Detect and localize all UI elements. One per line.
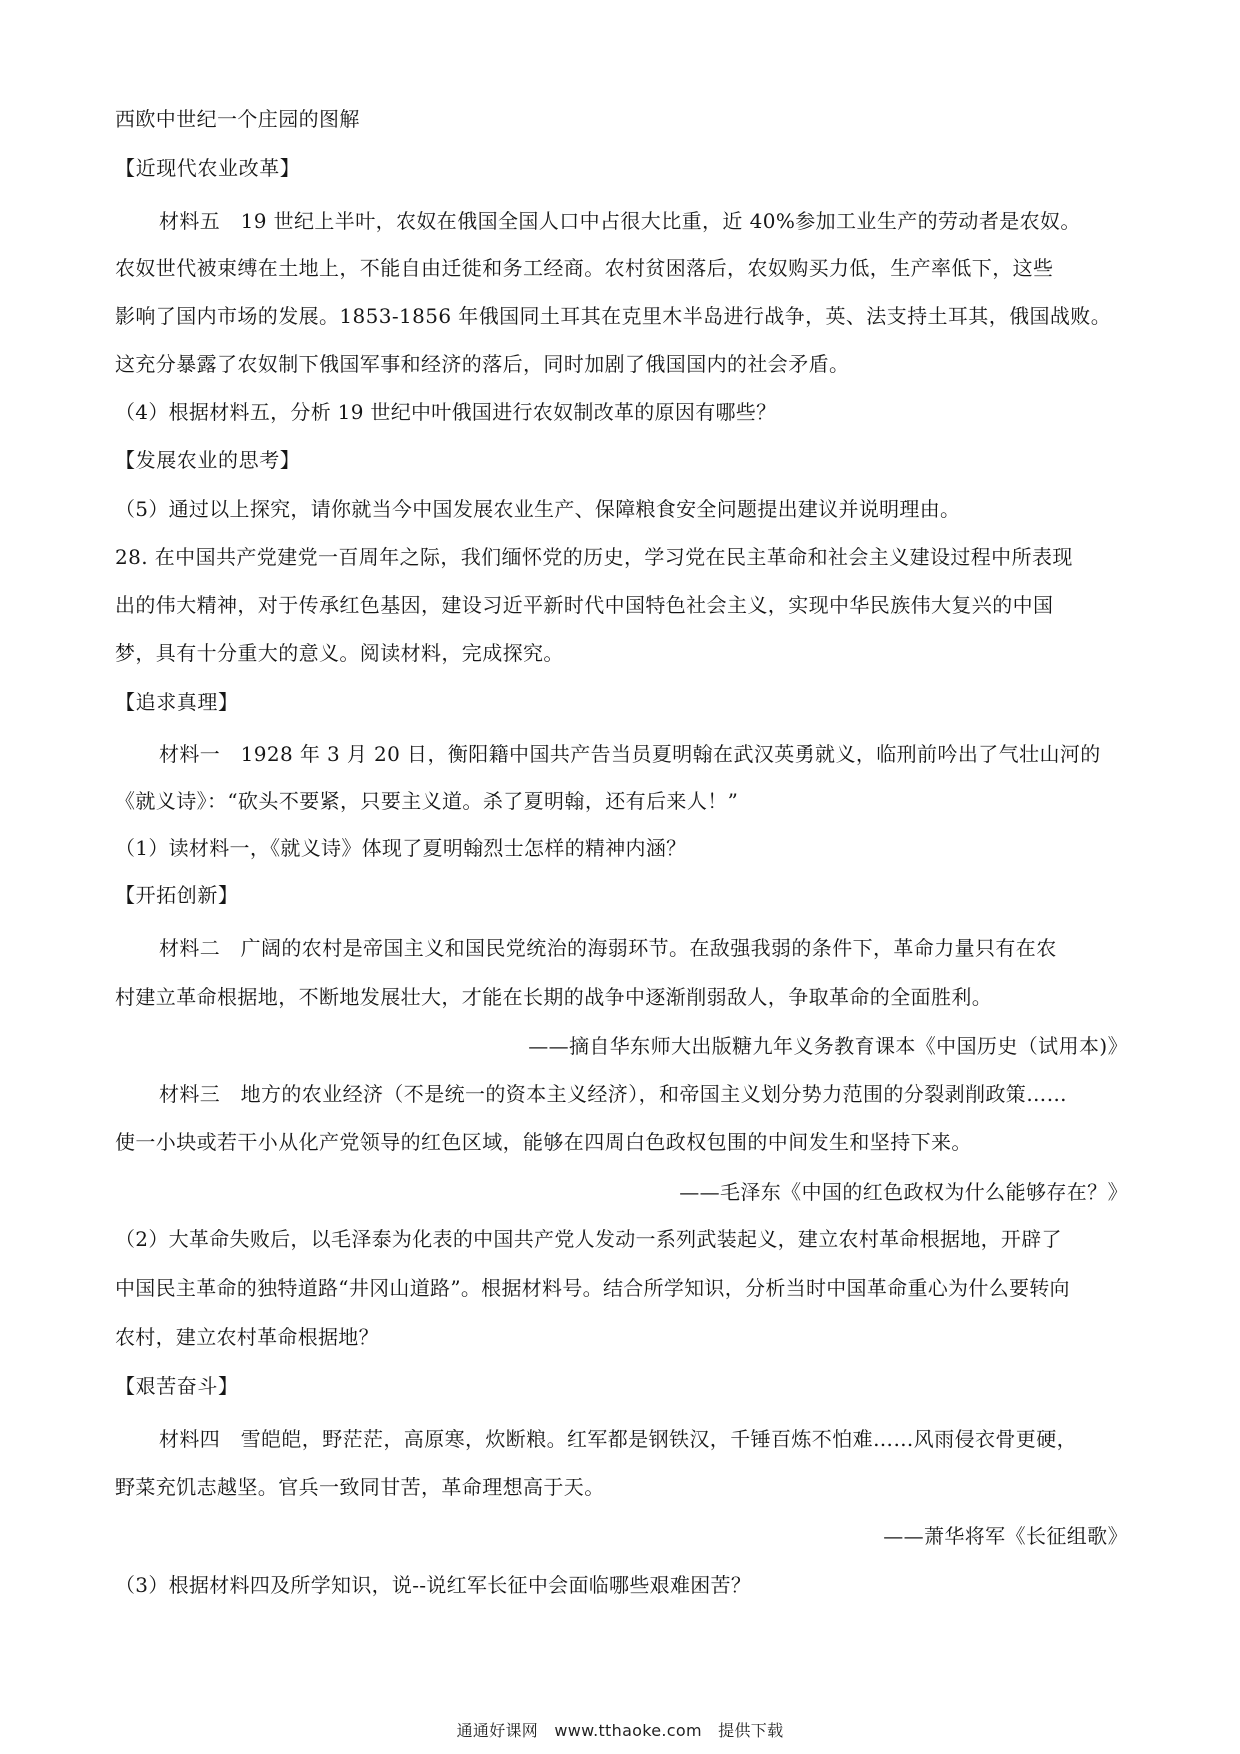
material1-line-1: 材料一 1928 年 3 月 20 日，衡阳籍中国共产告当员夏明翰在武汉英勇就义，临刑前吟出了气壮山河的 xyxy=(159,742,1101,766)
material3-source: ——毛泽东《中国的红色政权为什么能够存在？》 xyxy=(679,1180,1128,1204)
q28-intro-line-2: 出的伟大精神，对于传承红色基因，建设习近平新时代中国特色社会主义，实现中华民族伟大复兴的中国 xyxy=(115,593,1054,617)
question-5: （5）通过以上探究，请你就当今中国发展农业生产、保障粮食安全问题提出建议并说明理由。 xyxy=(115,497,961,521)
material5-line-2: 农奴世代被束缚在土地上，不能自由迁徙和务工经商。农村贫困落后，农奴购买力低，生产率低下，这些 xyxy=(115,256,1054,280)
section-heading-innovation: 【开拓创新】 xyxy=(115,883,239,907)
material5-line-4: 这充分暴露了农奴制下俄国军事和经济的落后，同时加剧了俄国国内的社会矛盾。 xyxy=(115,352,850,376)
figure-caption: 西欧中世纪一个庄园的图解 xyxy=(115,107,360,131)
material5-line-3: 影响了国内市场的发展。1853-1856 年俄国同土耳其在克里木半岛进行战争，英、法支持土耳其，俄国战败。 xyxy=(115,304,1112,328)
section-heading-modern-reform: 【近现代农业改革】 xyxy=(115,156,301,180)
section-heading-thinking: 【发展农业的思考】 xyxy=(115,448,301,472)
q28-intro-line-3: 梦，具有十分重大的意义。阅读材料，完成探究。 xyxy=(115,641,564,665)
question-1: （1）读材料一，《就义诗》体现了夏明翰烈士怎样的精神内涵？ xyxy=(115,836,687,860)
question-3: （3）根据材料四及所学知识，说--说红军长征中会面临哪些艰难困苦？ xyxy=(115,1573,752,1597)
material3-line-1: 材料三 地方的农业经济（不是统一的资本主义经济），和帝国主义划分势力范围的分裂剥削政策…… xyxy=(159,1082,1067,1106)
material4-line-2: 野菜充饥志越坚。官兵一致同甘苦，革命理想高于天。 xyxy=(115,1475,605,1499)
section-heading-struggle: 【艰苦奋斗】 xyxy=(115,1374,239,1398)
q28-intro-line-1: 28. 在中国共产党建党一百周年之际，我们缅怀党的历史，学习党在民主革命和社会主义建设过程中所表现 xyxy=(115,545,1073,569)
material2-line-2: 村建立革命根据地，不断地发展壮大，才能在长期的战争中逐渐削弱敌人，争取革命的全面胜利。 xyxy=(115,985,993,1009)
question-2-line-1: （2）大革命失败后，以毛泽泰为化表的中国共产党人发动一系列武装起义，建立农村革命根据地，开辟了 xyxy=(115,1227,1062,1251)
material4-source: ——萧华将军《长征组歌》 xyxy=(883,1524,1128,1548)
question-2-line-3: 农村，建立农村革命根据地？ xyxy=(115,1325,379,1349)
material2-source: ——摘自华东师大出版糖九年义务教育课本《中国历史（试用本)》 xyxy=(528,1034,1128,1058)
material2-line-1: 材料二 广阔的农村是帝国主义和国民党统治的海弱环节。在敌强我弱的条件下，革命力量只有在农 xyxy=(159,936,1057,960)
question-4: （4）根据材料五，分析 19 世纪中叶俄国进行农奴制改革的原因有哪些？ xyxy=(115,400,777,424)
page-footer: 通通好课网 www.tthaoke.com 提供下载 xyxy=(456,1721,784,1740)
material1-line-2: 《就义诗》：“砍头不要紧，只要主义道。杀了夏明翰，还有后来人！” xyxy=(115,789,739,813)
material4-line-1: 材料四 雪皑皑，野茫茫，高原寒，炊断粮。红军都是钢铁汉，千锤百炼不怕难……风雨侵衣骨更硬， xyxy=(159,1427,1077,1451)
question-2-line-2: 中国民主革命的独特道路“井冈山道路”。根据材料号。结合所学知识，分析当时中国革命重心为什么要转向 xyxy=(115,1276,1070,1300)
material3-line-2: 使一小块或若干小从化产党领导的红色区域，能够在四周白色政权包围的中间发生和坚持下来。 xyxy=(115,1130,972,1154)
material5-line-1: 材料五 19 世纪上半叶，农奴在俄国全国人口中占很大比重，近 40%参加工业生产的劳动者是农奴。 xyxy=(159,209,1081,233)
section-heading-truth: 【追求真理】 xyxy=(115,690,239,714)
